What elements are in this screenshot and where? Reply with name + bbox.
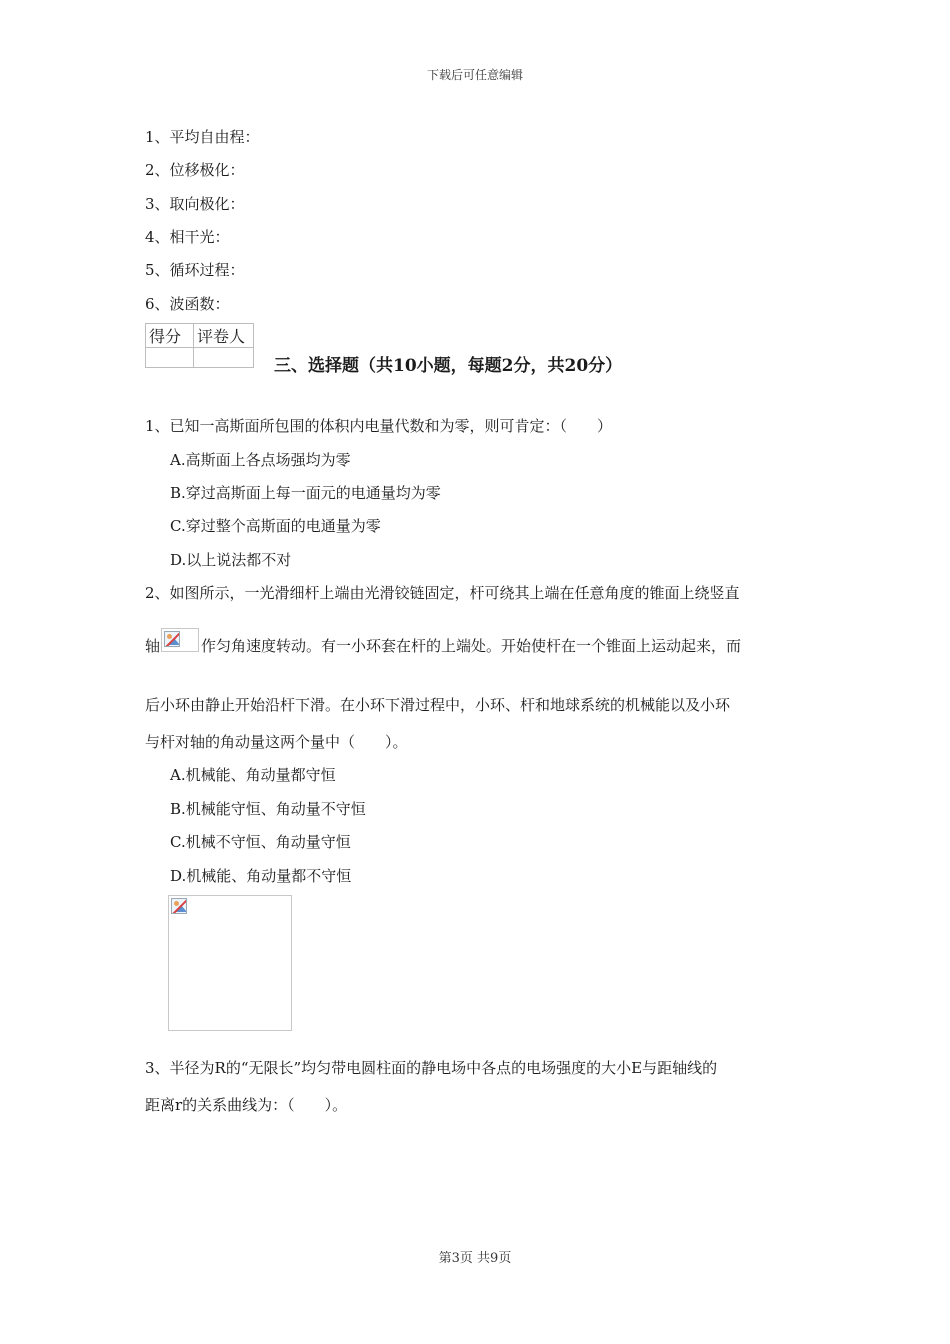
question-1-option-a: A.高斯面上各点场强均为零 (170, 451, 351, 469)
question-3-line-2: 距离r的关系曲线为：（ ）。 (145, 1096, 348, 1114)
definition-item: 3、取向极化： (145, 195, 245, 213)
broken-image-icon (164, 631, 180, 647)
question-1-option-d: D.以上说法都不对 (170, 551, 292, 569)
score-cell (146, 348, 194, 368)
question-2-option-c: C.机械不守恒、角动量守恒 (170, 833, 351, 851)
inline-image-placeholder (161, 628, 199, 652)
score-table (145, 323, 254, 368)
score-header: 得分 (146, 324, 194, 348)
question-1-option-c: C.穿过整个高斯面的电通量为零 (170, 517, 381, 535)
question-2-line-2: 作匀角速度转动。有一小环套在杆的上端处。开始使杆在一个锥面上运动起来，而 (201, 637, 742, 655)
question-2-line-2-prefix: 轴 (145, 637, 161, 655)
page-header: 下载后可任意编辑 (426, 68, 523, 82)
broken-image-icon (171, 898, 187, 914)
definition-item: 5、循环过程： (145, 261, 245, 279)
figure-image-placeholder (168, 895, 292, 1031)
definition-item: 2、位移极化： (145, 161, 245, 179)
page-footer: 第3页 共9页 (438, 1251, 512, 1266)
question-2-option-d: D.机械能、角动量都不守恒 (170, 867, 352, 885)
question-2-line-1: 2、如图所示，一光滑细杆上端由光滑铰链固定，杆可绕其上端在任意角度的锥面上绕竖直 (145, 584, 740, 602)
question-2-line-4: 与杆对轴的角动量这两个量中（ ）。 (145, 733, 408, 751)
grader-header: 评卷人 (194, 324, 254, 348)
question-2-line-3: 后小环由静止开始沿杆下滑。在小环下滑过程中，小环、杆和地球系统的机械能以及小环 (145, 696, 731, 714)
question-2-option-a: A.机械能、角动量都守恒 (170, 766, 336, 784)
definition-item: 6、波函数： (145, 295, 230, 313)
definition-item: 4、相干光： (145, 228, 230, 246)
question-2-option-b: B.机械能守恒、角动量不守恒 (170, 800, 366, 818)
grader-cell (194, 348, 254, 368)
question-3-line-1: 3、半径为R的“无限长”均匀带电圆柱面的静电场中各点的电场强度的大小E与距轴线的 (145, 1059, 718, 1077)
section-title: 三、选择题（共10小题，每题2分，共20分） (274, 356, 623, 376)
question-1-stem: 1、已知一高斯面所包围的体积内电量代数和为零，则可肯定：（ ） (145, 417, 613, 435)
question-1-option-b: B.穿过高斯面上每一面元的电通量均为零 (170, 484, 441, 502)
definition-item: 1、平均自由程： (145, 128, 260, 146)
